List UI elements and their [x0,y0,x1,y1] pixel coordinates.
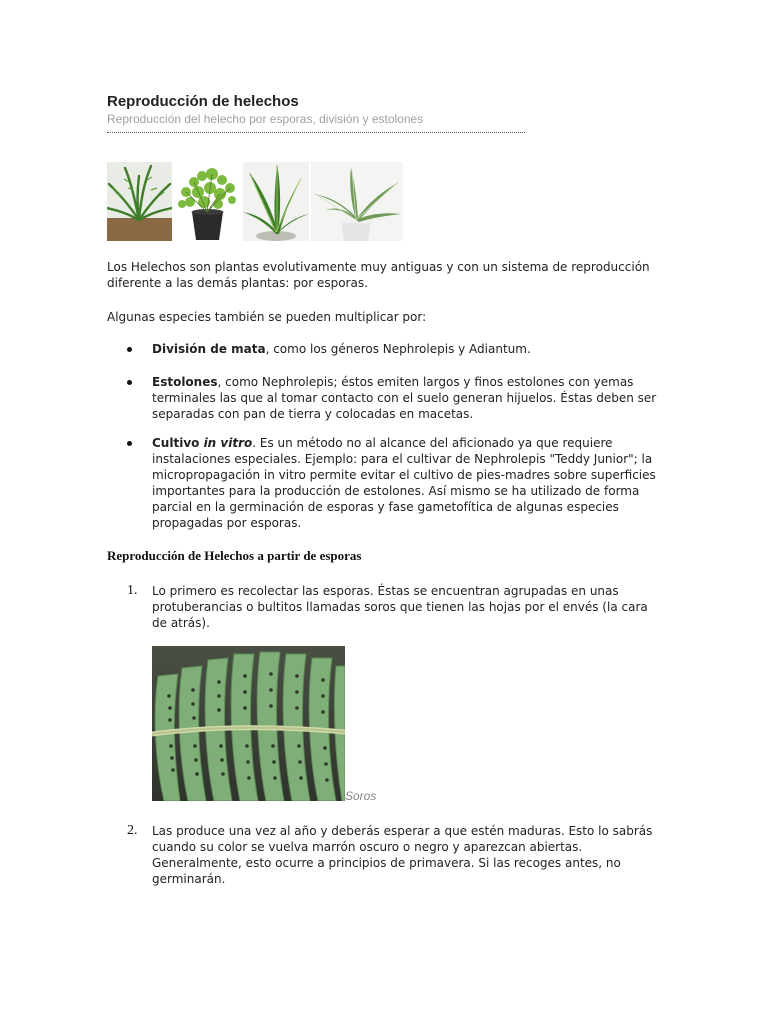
bullet-icon [127,441,132,446]
method-term: División de mata [152,342,266,356]
method-term: Cultivo [152,436,204,450]
photo-caption: Soros [345,789,377,803]
soros-photo [152,646,345,801]
multiply-intro: Algunas especies también se pueden multiplicar por: [107,310,427,324]
method-term-italic: in vitro [203,436,253,450]
dotted-divider [107,132,525,133]
page-title: Reproducción de helechos [107,93,299,110]
step-number: 2. [127,823,138,838]
page-subtitle: Reproducción del helecho por esporas, división y estolones [107,112,424,126]
bullet-icon [127,380,132,385]
method-description: , como los géneros Nephrolepis y Adiantum. [265,342,531,356]
fern-photo-3 [243,162,309,241]
method-description: , como Nephrolepis; éstos emiten largos y finos estolones con yemas terminales las que al tomar contacto con el suelo generan hijuelos. Éstas deben ser separadas con pan de tierra y colocadas en macetas. [152,375,657,421]
fern-photo-1 [107,162,172,241]
section-heading: Reproducción de Helechos a partir de esporas [107,548,362,563]
fern-photo-4 [311,162,403,241]
step-number: 1. [127,583,138,598]
step-text: Lo primero es recolectar las esporas. Éstas se encuentran agrupadas en unas protuberancias o bultitos llamadas soros que tienen las hojas por el envés (la cara de atrás). [152,584,648,630]
method-term: Estolones [152,375,218,389]
intro-paragraph: Los Helechos son plantas evolutivamente muy antiguas y con un sistema de reproducción diferente a las demás plantas: por esporas. [107,260,650,290]
bullet-icon [127,347,132,352]
fern-photo-2 [174,162,241,241]
step-text: Las produce una vez al año y deberás esperar a que estén maduras. Esto lo sabrás cuando su color se vuelva marrón oscuro o negro y aparezcan abiertas. Generalmente, esto ocurre a principios de primavera. Si las recoges antes, no germinarán. [152,824,653,886]
method-description: . Es un método no al alcance del aficionado ya que requiere instalaciones especiales. Ejemplo: para el cultivar de Nephrolepis "Teddy Junior"; la micropropagación in vitro permite evitar el cultivo de pies-madres sobre superficies importantes para la producción de estolones. Así mismo se ha utilizado de forma parcial en la germinación de esporas y fase gametofítica de algunas especies propagadas por esporas. [152,436,656,530]
